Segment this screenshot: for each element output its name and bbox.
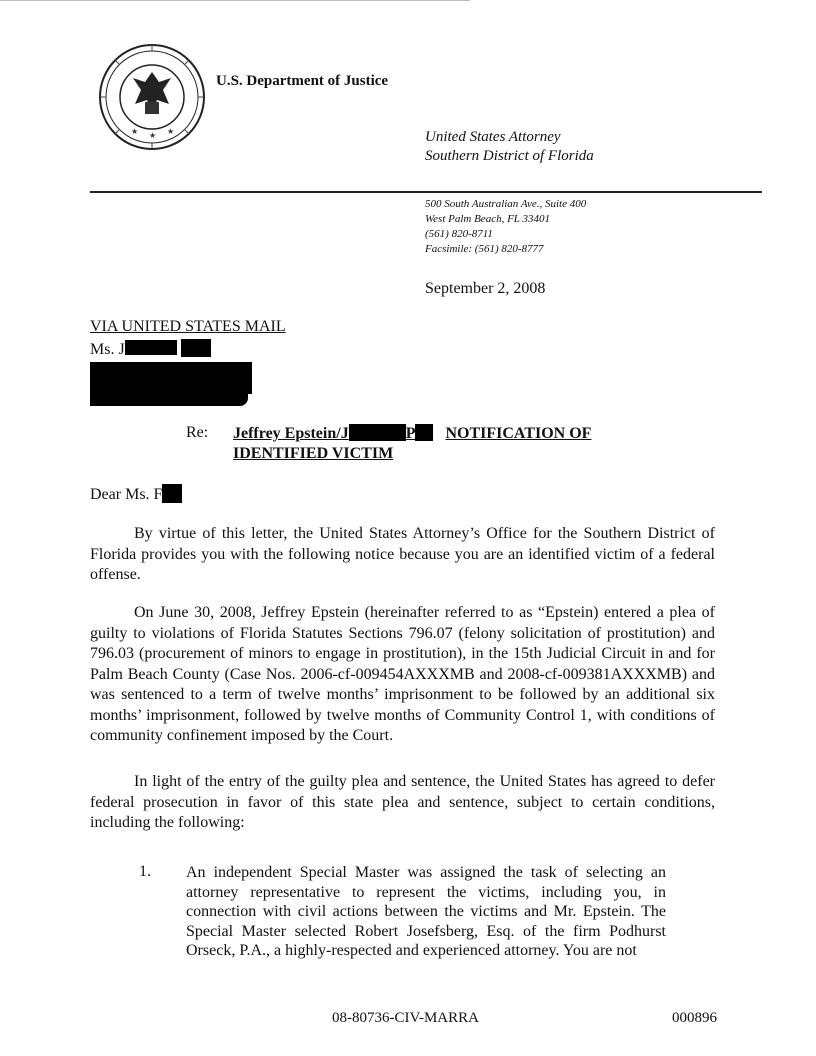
re-subject-part2: P — [405, 425, 416, 442]
office-block — [425, 128, 594, 166]
doj-seal-icon — [95, 42, 210, 152]
redaction-bar — [125, 340, 177, 355]
bates-number: 000896 — [672, 1010, 717, 1026]
letter-date: September 2, 2008 — [425, 280, 546, 297]
office-title: United States Attorney — [425, 129, 561, 145]
svg-text:★: ★ — [131, 127, 139, 136]
address-block — [425, 197, 586, 257]
re-subject-line2 — [233, 444, 591, 464]
department-name: U.S. Department of Justice — [216, 73, 389, 89]
case-number: 08-80736-CIV-MARRA — [332, 1010, 479, 1026]
svg-text:★: ★ — [167, 127, 175, 136]
redaction-block-address — [90, 380, 248, 406]
letterhead-rule — [90, 191, 762, 193]
re-subject-part1: Jeffrey Epstein/J — [233, 425, 349, 442]
delivery-method: VIA UNITED STATES MAIL — [90, 318, 286, 335]
redaction-bar — [162, 484, 182, 503]
paragraph-plea: On June 30, 2008, Jeffrey Epstein (hereinafter referred to as “Epstein) entered a plea of guilty to violations of Florida Statutes Sections 796.07 (felony solicitation of prostitution) and 796.03 (procurement of minors to engage in prostitution), in the 15th Judicial Circuit in and for Palm Beach County (Case Nos. 2006-cf-009454AXXXMB and 2008-cf-009381AXXXMB) and was sentenced to a term of twelve months’ imprisonment to be followed by an additional six months’ imprisonment, followed by twelve months of Community Control 1, with conditions of community confinement imposed by the Court. — [90, 604, 715, 744]
greeting — [90, 484, 182, 504]
address-fax: Facsimile: (561) 820-8777 — [425, 243, 544, 255]
address-street: 500 South Australian Ave., Suite 400 — [425, 198, 587, 210]
recipient-prefix: Ms. J — [90, 341, 125, 358]
office-district: Southern District of Florida — [425, 148, 594, 164]
list-item-text: An independent Special Master was assigned the task of selecting an attorney representative to represent the victims, including you, in connection with civil actions between the victims and Mr. Epstein. The Special Master selected Robert Josefsberg, Esq. of the firm Podhurst Orseck, P.A., a highly-respected and experienced attorney. You are not — [186, 864, 666, 959]
greeting-text: Dear Ms. F — [90, 486, 163, 503]
paragraph-notice: By virtue of this letter, the United States Attorney’s Office for the Southern District of Florida provides you with the following notice because you are an identified victim of a federal offense. — [90, 525, 715, 583]
redaction-bar — [181, 339, 211, 357]
redaction-bar — [349, 424, 406, 441]
re-subject-part3: NOTIFICATION OF — [445, 425, 592, 442]
address-city: West Palm Beach, FL 33401 — [425, 213, 550, 225]
svg-text:★: ★ — [149, 131, 157, 140]
re-subject — [233, 424, 591, 464]
redaction-bar — [415, 424, 433, 441]
re-subject-line2-text: IDENTIFIED VICTIM — [233, 445, 394, 462]
re-subject-line1 — [233, 424, 591, 444]
list-item-number: 1. — [139, 863, 151, 880]
re-label: Re: — [186, 424, 209, 441]
address-phone: (561) 820-8711 — [425, 228, 493, 240]
recipient-name — [90, 339, 211, 359]
paragraph-deferral: In light of the entry of the guilty plea and sentence, the United States has agreed to defer federal prosecution in favor of this state plea and sentence, subject to certain conditions, including the following: — [90, 773, 715, 831]
top-edge-line — [0, 0, 470, 1]
